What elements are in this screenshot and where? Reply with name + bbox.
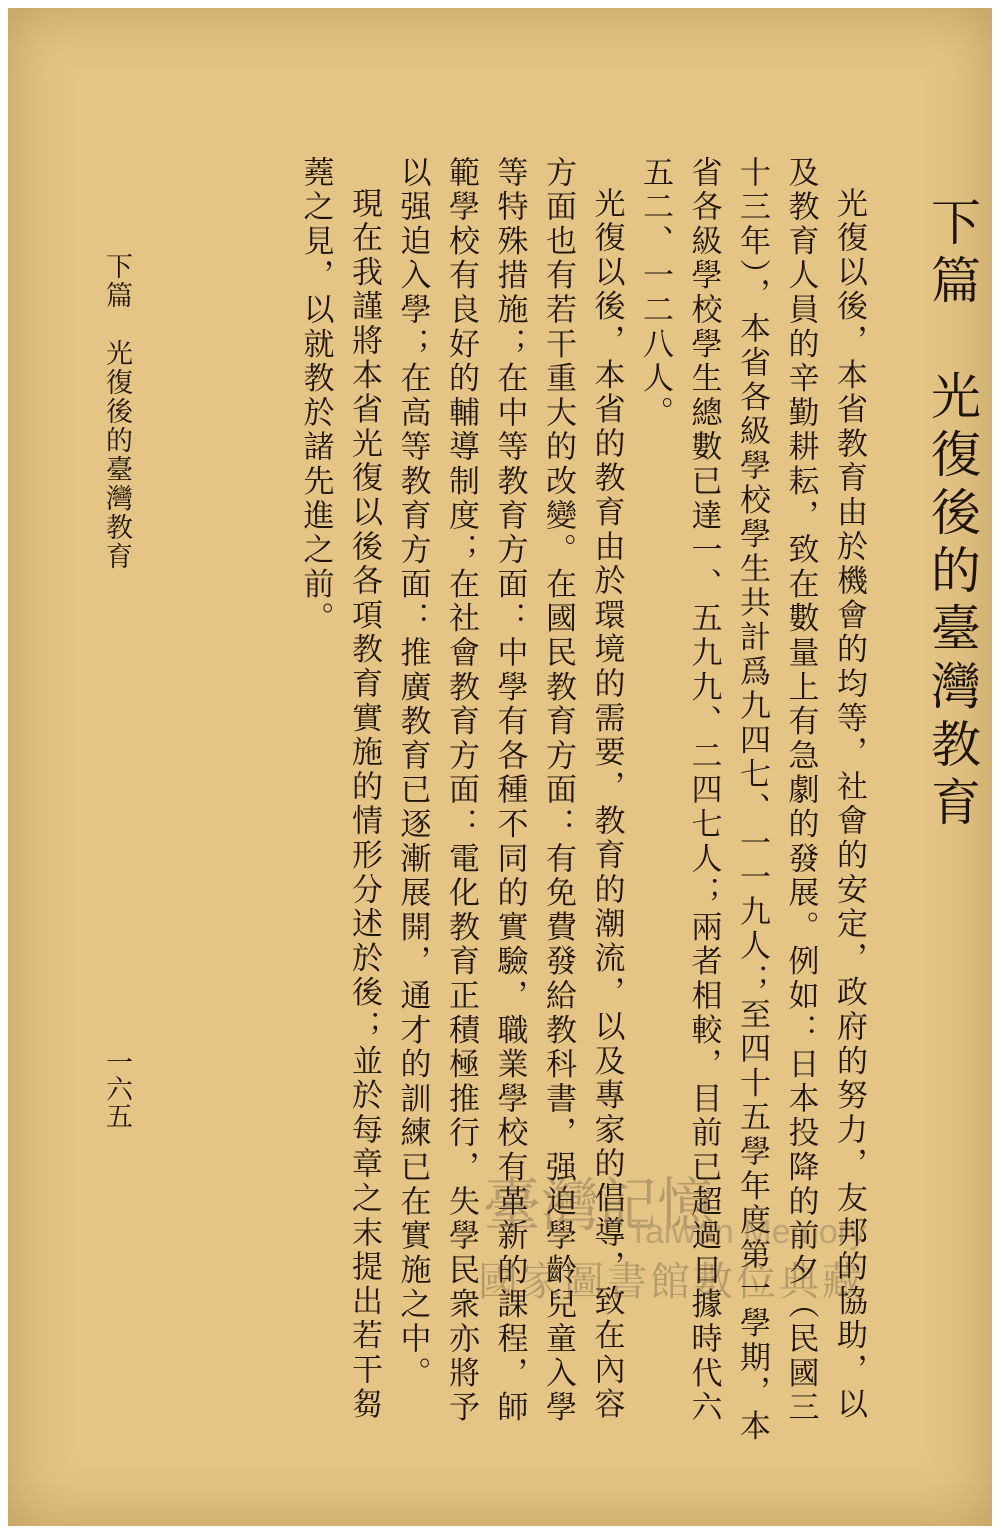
watermark-logo: 臺灣記憶 — [483, 1171, 716, 1239]
paragraph: 光復以後，本省的教育由於環境的需要，教育的潮流，以及專家的倡導，致在內容方面也有若干重大的改變。在國民教育方面：有免費發給教科書，强迫學齡兒童入學等特殊措施；在中等教育方面：中學有各種不同的實驗，職業學校有革新的課程，師範學校有良好的輔導制度；在社會教育方面：電化教育正積極推行，失學民衆亦將予以强迫入學；在高等教育方面：推廣教育已逐漸展開，通才的訓練已在實施之中。 — [394, 156, 625, 1426]
chapter-title: 下篇 光復後的臺灣教育 — [923, 196, 981, 834]
paragraph: 現在我謹將本省光復以後各項教育實施的情形分述於後；並於每章之末提出若干芻蕘之見，以就教於諸先進之前。 — [297, 156, 382, 1422]
book-page — [8, 8, 992, 1526]
paragraph: 光復以後，本省教育由於機會的均等，社會的安定，政府的努力，友邦的協助，以及教育人員的辛勤耕耘，致在數量上有急劇的發展。例如：日本投降的前夕（民國三十三年），本省各級學校學生共計爲九四七、一一九人；至四十五學年度第一學期，本省各級學校學生總數已達一、五九九、二四七人；兩者相較，目前已超過日據時代六五二、一二八人。 — [637, 156, 867, 1444]
watermark-chinese: 國家圖書館數位典藏 — [478, 1259, 865, 1305]
watermark — [478, 1158, 978, 1305]
page-number: 一六五 — [101, 1048, 132, 1129]
watermark-english: Taiwan Memory — [628, 1213, 867, 1251]
running-head: 下篇 光復後的臺灣教育 — [101, 252, 132, 571]
